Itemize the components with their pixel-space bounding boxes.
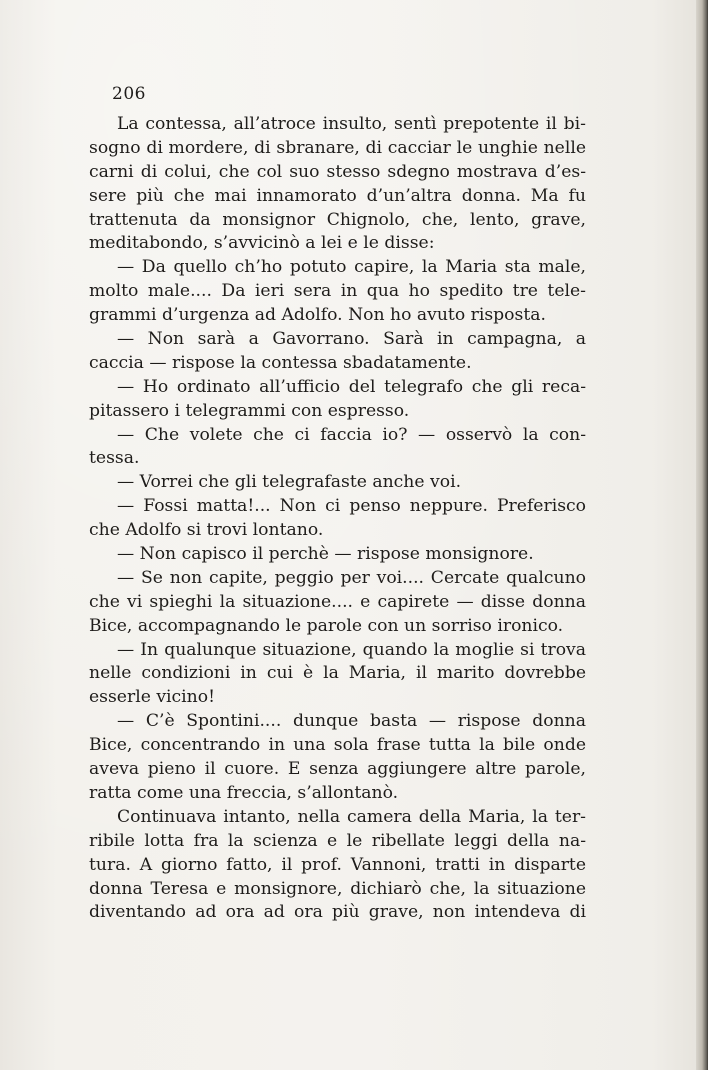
text-line: meditabondo, s’avvicinò a lei e le disse: <box>89 233 435 254</box>
text-line: — Non sarà a Gavorrano. Sarà in campagna, a <box>117 329 586 350</box>
text-line: sere più che mai innamorato d’un’altra donna. Ma fu <box>89 185 586 206</box>
text-line: pitassero i telegrammi con espresso. <box>89 400 410 421</box>
text-line: Continuava intanto, nella camera della Maria, la ter- <box>117 806 586 827</box>
text-line: trattenuta da monsignor Chignolo, che, lento, grave, <box>89 209 586 230</box>
text-line: tura. A giorno fatto, il prof. Vannoni, tratti in disparte <box>89 854 586 875</box>
text-line: — Se non capite, peggio per voi.... Cercate qualcuno <box>117 567 586 588</box>
text-line: molto male.... Da ieri sera in qua ho spedito tre tele- <box>89 281 586 302</box>
text-line: che vi spieghi la situazione.... e capirete — disse donna <box>89 591 586 612</box>
text-line: ratta come una freccia, s’allontanò. <box>89 782 399 803</box>
text-line: che Adolfo si trovi lontano. <box>89 520 324 541</box>
page-number: 206 <box>112 84 146 104</box>
text-line: — Vorrei che gli telegrafaste anche voi. <box>117 472 462 493</box>
page-binding-edge <box>696 0 708 1070</box>
text-line: esserle vicino! <box>89 687 215 708</box>
text-line: — Non capisco il perchè — rispose monsignore. <box>117 544 534 565</box>
text-line: La contessa, all’atroce insulto, sentì prepotente il bi- <box>117 114 586 134</box>
text-line: ribile lotta fra la scienza e le ribellate leggi della na- <box>89 830 586 851</box>
text-line: nelle condizioni in cui è la Maria, il marito dovrebbe <box>89 663 586 684</box>
text-line: grammi d’urgenza ad Adolfo. Non ho avuto risposta. <box>89 305 546 326</box>
text-line: tessa. <box>89 448 140 469</box>
body-text <box>89 113 586 925</box>
text-line: Bice, accompagnando le parole con un sorriso ironico. <box>89 615 564 636</box>
text-line: carni di colui, che col suo stesso sdegno mostrava d’es- <box>89 161 586 182</box>
text-line: donna Teresa e monsignore, dichiarò che, la situazione <box>89 878 586 899</box>
text-line: — In qualunque situazione, quando la moglie si trova <box>117 639 586 660</box>
text-line: Bice, concentrando in una sola frase tutta la bile onde <box>89 735 586 756</box>
text-line: — Che volete che ci faccia io? — osservò la con- <box>117 424 586 445</box>
text-line: diventando ad ora ad ora più grave, non intendeva di <box>89 902 586 923</box>
text-line: — C’è Spontini.... dunque basta — rispose donna <box>117 711 586 732</box>
text-line: aveva pieno il cuore. E senza aggiungere altre parole, <box>89 759 586 780</box>
text-line: — Ho ordinato all’ufficio del telegrafo che gli reca- <box>117 376 586 397</box>
text-line: caccia — rispose la contessa sbadatamente. <box>89 352 472 373</box>
text-line: — Fossi matta!... Non ci penso neppure. Preferisco <box>117 496 586 517</box>
text-line: sogno di mordere, di sbranare, di cacciar le unghie nelle <box>89 137 586 158</box>
text-line: — Da quello ch’ho potuto capire, la Maria sta male, <box>117 257 586 278</box>
